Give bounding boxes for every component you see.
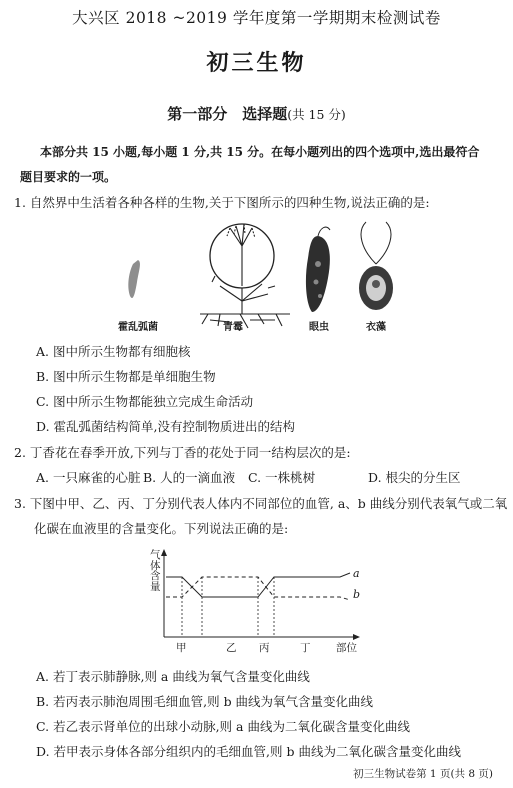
page-title: 初三生物 — [206, 50, 307, 76]
chlamydomonas-illustration — [359, 222, 393, 310]
x-label-bing: 丙 — [259, 642, 270, 654]
page-footer: 初三生物试卷第 1 页(共 8 页) — [353, 768, 493, 780]
figure-label-euglena: 眼虫 — [309, 322, 329, 333]
y-axis-label: 气 体 含 量 — [150, 549, 161, 593]
q2-option-c: C. 一株桃树 — [248, 470, 316, 485]
curve-a-label: a — [353, 567, 360, 580]
x-label-yi: 乙 — [226, 642, 237, 654]
vibrio-cholerae-illustration — [128, 260, 140, 298]
q3-option-d: D. 若甲表示身体各部分组织内的毛细血管,则 b 曲线为二氧化碳含量变化曲线 — [36, 744, 461, 759]
q2-option-b: B. 人的一滴血液 — [143, 470, 236, 485]
q1-option-b: B. 图中所示生物都是单细胞生物 — [36, 369, 216, 384]
question-1-text: 1. 自然界中生活着各种各样的生物,关于下图所示的四种生物,说法正确的是: — [14, 195, 430, 210]
q1-option-a: A. 图中所示生物都有细胞核 — [36, 344, 191, 359]
penicillium-illustration — [200, 224, 290, 328]
question-3-text-line-2: 化碳在血液里的含量变化。下列说法正确的是: — [34, 521, 289, 536]
x-label-ding: 丁 — [300, 642, 311, 654]
figure-label-vibrio: 霍乱弧菌 — [118, 322, 158, 333]
section-score-note: (共 15 分) — [287, 107, 346, 122]
q3-option-b: B. 若丙表示肺泡周围毛细血管,则 b 曲线为氧气含量变化曲线 — [36, 694, 374, 709]
section-name: 第一部分 选择题 — [167, 105, 288, 123]
q2-option-a: A. 一只麻雀的心脏 — [36, 470, 141, 485]
figure-label-chlamydomonas: 衣藻 — [366, 322, 386, 333]
section-title — [0, 103, 513, 124]
q3-option-c: C. 若乙表示肾单位的出球小动脉,则 a 曲线为二氧化碳含量变化曲线 — [36, 719, 410, 734]
x-label-jia: 甲 — [176, 642, 187, 654]
q1-option-d: D. 霍乱弧菌结构简单,没有控制物质进出的结构 — [36, 419, 295, 434]
exam-header: 大兴区 2018 ~2019 学年度第一学期期末检测试卷 — [72, 9, 441, 27]
x-axis-name: 部位 — [336, 642, 357, 654]
question-2-text: 2. 丁香花在春季开放,下列与丁香的花处于同一结构层次的是: — [14, 445, 351, 460]
instructions-line-1: 本部分共 15 小题,每小题 1 分,共 15 分。在每小题列出的四个选项中,选出最符合 — [40, 145, 480, 159]
figure-label-penicillium: 青霉 — [223, 322, 243, 333]
question-3-text-line-1: 3. 下图中甲、乙、丙、丁分别代表人体内不同部位的血管, a、b 曲线分别代表氧气或二氧 — [14, 496, 508, 511]
euglena-illustration — [306, 227, 330, 312]
curve-b-label: b — [353, 588, 361, 601]
q2-option-d: D. 根尖的分生区 — [368, 470, 461, 485]
instructions-line-2: 题目要求的一项。 — [20, 170, 117, 184]
q3-option-a: A. 若丁表示肺静脉,则 a 曲线为氧气含量变化曲线 — [36, 669, 310, 684]
region-dividers — [182, 577, 274, 637]
q1-option-c: C. 图中所示生物都能独立完成生命活动 — [36, 394, 254, 409]
